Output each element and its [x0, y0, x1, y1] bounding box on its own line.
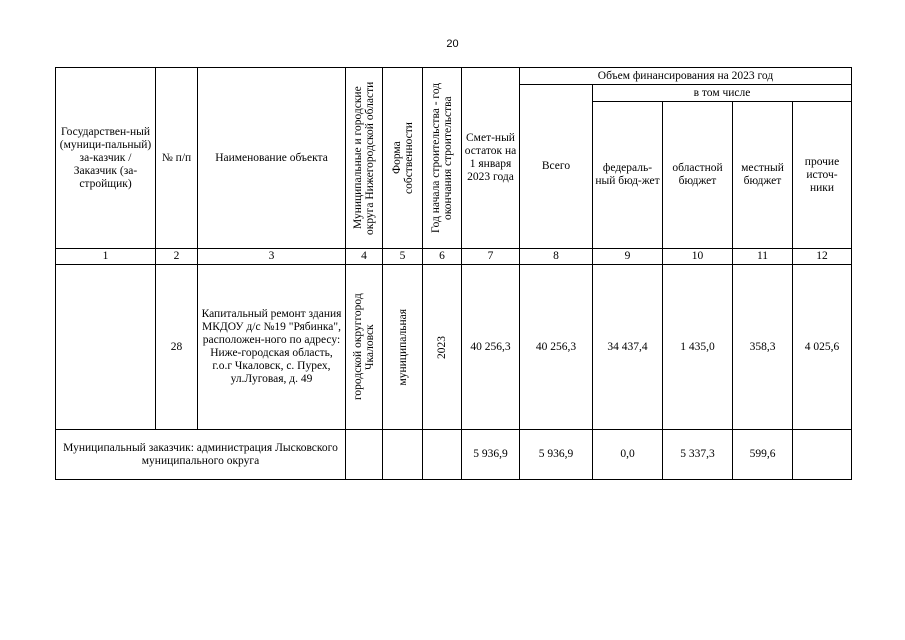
header-ownership [383, 68, 423, 249]
column-numbers-row [56, 249, 852, 265]
header-district-text: Муниципальные и городские округа Нижегородской области [352, 81, 376, 235]
summary-total: 5 936,9 [520, 430, 593, 480]
header-number: № п/п [156, 68, 198, 249]
header-estimate-balance: Смет-ный остаток на 1 января 2023 года [462, 68, 520, 249]
summary-empty [383, 430, 423, 480]
row-ownership-text: муниципальная [396, 308, 409, 386]
header-other: прочие источ-ники [793, 102, 852, 249]
column-number: 9 [593, 249, 663, 265]
header-years [423, 68, 462, 249]
row-total: 40 256,3 [520, 265, 593, 430]
row-regional: 1 435,0 [663, 265, 733, 430]
header-total: Всего [520, 85, 593, 249]
header-regional: областной бюджет [663, 102, 733, 249]
row-year-text: 2023 [436, 335, 448, 359]
summary-regional: 5 337,3 [663, 430, 733, 480]
row-local: 358,3 [733, 265, 793, 430]
row-object-name: Капитальный ремонт здания МКДОУ д/с №19 "Рябинка", расположен-ного по адресу: Ниже-городская область, г.о.г Чкаловск, с. Пурех, ул.Луговая, д. 49 [198, 265, 346, 430]
row-district-text: городской округгород Чкаловск [352, 293, 376, 401]
header-district [346, 68, 383, 249]
header-local: местный бюджет [733, 102, 793, 249]
column-number: 12 [793, 249, 852, 265]
row-ownership [383, 265, 423, 430]
header-funding-title: Объем финансирования на 2023 год [520, 68, 852, 85]
row-district [346, 265, 383, 430]
column-number: 7 [462, 249, 520, 265]
column-number: 3 [198, 249, 346, 265]
summary-other [793, 430, 852, 480]
summary-empty [346, 430, 383, 480]
column-number: 10 [663, 249, 733, 265]
summary-estimate-balance: 5 936,9 [462, 430, 520, 480]
table-row [56, 265, 852, 430]
row-customer [56, 265, 156, 430]
row-year [423, 265, 462, 430]
financing-table [55, 67, 852, 480]
header-federal: федераль-ный бюд-жет [593, 102, 663, 249]
header-object-name: Наименование объекта [198, 68, 346, 249]
column-number: 1 [56, 249, 156, 265]
row-other: 4 025,6 [793, 265, 852, 430]
summary-federal: 0,0 [593, 430, 663, 480]
column-number: 8 [520, 249, 593, 265]
summary-local: 599,6 [733, 430, 793, 480]
header-ownership-text: Форма собственности [390, 122, 415, 194]
summary-empty [423, 430, 462, 480]
header-including: в том числе [593, 85, 852, 102]
page-number: 20 [446, 38, 459, 50]
column-number: 2 [156, 249, 198, 265]
row-estimate-balance: 40 256,3 [462, 265, 520, 430]
summary-row [56, 430, 852, 480]
column-number: 5 [383, 249, 423, 265]
column-number: 6 [423, 249, 462, 265]
summary-label: Муниципальный заказчик: администрация Лысковского муниципального округа [56, 430, 346, 480]
header-customer: Государствен-ный (муници-пальный) за-казчик / Заказчик (за-стройщик) [56, 68, 156, 249]
column-number: 4 [346, 249, 383, 265]
column-number: 11 [733, 249, 793, 265]
header-years-text: Год начала строительства - год окончания строительства [430, 82, 454, 234]
row-number: 28 [156, 265, 198, 430]
row-federal: 34 437,4 [593, 265, 663, 430]
